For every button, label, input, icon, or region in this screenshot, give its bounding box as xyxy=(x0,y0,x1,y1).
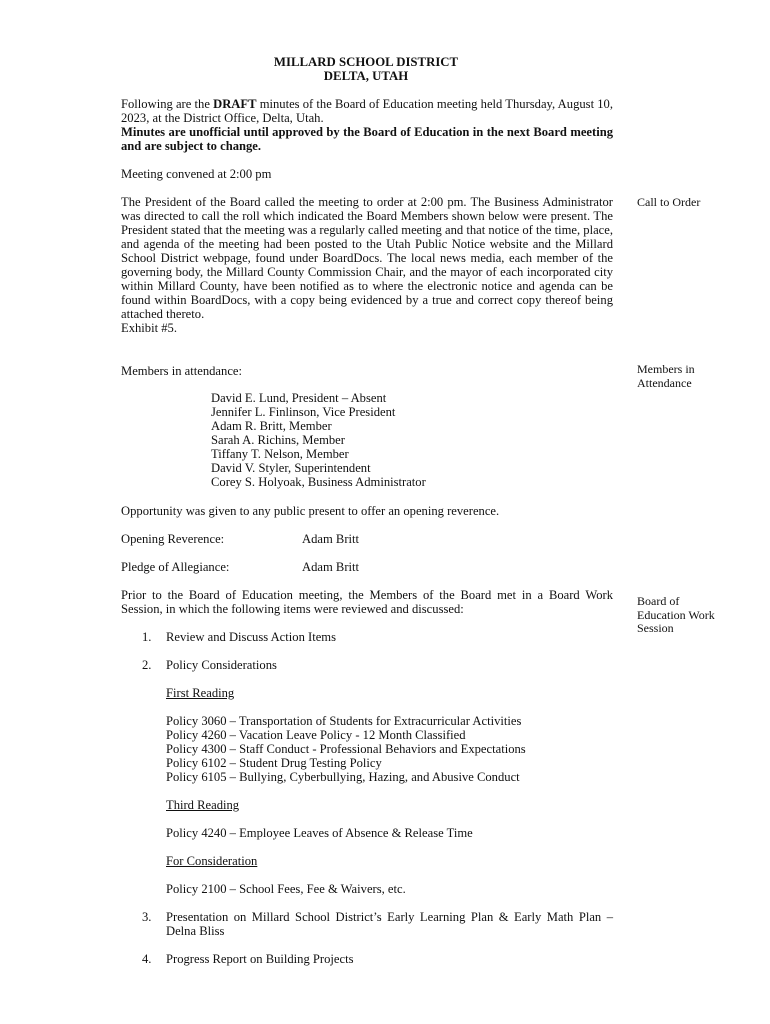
policy-item: Policy 6102 – Student Drug Testing Policy xyxy=(166,756,382,770)
attendance-label: Members in attendance: xyxy=(121,364,242,378)
members-list xyxy=(211,391,426,489)
agenda-item-3 xyxy=(142,910,613,938)
third-reading-heading: Third Reading xyxy=(166,798,240,812)
call-to-order-paragraph xyxy=(121,195,613,335)
intro-post: minutes of the Board of Education meeting held Thursday, August 10, 2023, at the District Office, Delta, Utah. xyxy=(121,97,613,125)
sidebar-call-to-order: Call to Order xyxy=(637,195,701,209)
opening-reverence-value: Adam Britt xyxy=(302,532,360,546)
document-header xyxy=(0,55,732,83)
agenda-item-number: 1. xyxy=(142,630,152,644)
policy-item: Policy 6105 – Bullying, Cyberbullying, Hazing, and Abusive Conduct xyxy=(166,770,520,784)
call-to-order-text: The President of the Board called the meeting to order at 2:00 pm. The Business Administrator was directed to call the roll which indicated the Board Members shown below were present. The President stated that the meeting was a regularly called meeting and that notice of the time, place, and agenda of the meeting had been posted to the Utah Public Notice website and the Millard School District webpage, found under BoardDocs. The local news media, each member of the governing body, the Millard County Commission Chair, and the mayor of each incorporated city within Millard County, have been notified as to where the electronic notice and agenda can be found within BoardDocs, with a copy being evidenced by a true and correct copy thereof being attached thereto. xyxy=(121,195,613,321)
agenda-item-1 xyxy=(142,630,336,644)
for-consideration-policy: Policy 2100 – School Fees, Fee & Waivers, etc. xyxy=(166,882,406,896)
agenda-item-text: Progress Report on Building Projects xyxy=(166,952,354,966)
unofficial-notice: Minutes are unofficial until approved by the Board of Education in the next Board meeting and are subject to change. xyxy=(121,125,613,153)
pledge-value: Adam Britt xyxy=(302,560,360,574)
policy-item: Policy 4260 – Vacation Leave Policy - 12 Month Classified xyxy=(166,728,466,742)
agenda-item-number: 4. xyxy=(142,952,152,966)
opening-reverence-label: Opening Reverence: xyxy=(121,532,225,546)
sidebar-members-line1: Members in xyxy=(637,362,695,376)
agenda-item-text: Presentation on Millard School District’s Early Learning Plan & Early Math Plan – Delna Bliss xyxy=(166,910,613,938)
policy-item: Policy 3060 – Transportation of Students for Extracurricular Activities xyxy=(166,714,522,728)
district-name: MILLARD SCHOOL DISTRICT xyxy=(273,55,459,69)
sidebar-work-line2: Education Work xyxy=(637,607,715,622)
member-item: Tiffany T. Nelson, Member xyxy=(211,447,349,461)
third-reading-policy: Policy 4240 – Employee Leaves of Absence & Release Time xyxy=(166,826,473,840)
member-item: Jennifer L. Finlinson, Vice President xyxy=(211,405,396,419)
member-item: Adam R. Britt, Member xyxy=(211,419,332,433)
pledge-label: Pledge of Allegiance: xyxy=(121,560,230,574)
sidebar-members-line2: Attendance xyxy=(637,375,692,390)
work-session-intro: Prior to the Board of Education meeting, the Members of the Board met in a Board Work Session, in which the following items were reviewed and discussed: xyxy=(121,588,613,616)
first-reading-heading: First Reading xyxy=(166,686,235,700)
pledge-row xyxy=(121,560,359,574)
sidebar-members-in-attendance xyxy=(637,363,747,390)
exhibit-reference: Exhibit #5. xyxy=(121,321,177,335)
opportunity-statement: Opportunity was given to any public present to offer an opening reverence. xyxy=(121,504,500,518)
opening-reverence-row xyxy=(121,532,359,546)
agenda-item-4 xyxy=(142,952,354,966)
sidebar-work-line1: Board of xyxy=(637,594,680,608)
intro-paragraph xyxy=(121,97,613,153)
agenda-item-text: Policy Considerations xyxy=(166,658,277,672)
agenda-item-number: 2. xyxy=(142,658,152,672)
member-item: David E. Lund, President – Absent xyxy=(211,391,387,405)
sidebar-work-session xyxy=(637,595,747,636)
district-location: DELTA, UTAH xyxy=(323,69,409,83)
intro-pre: Following are the xyxy=(121,97,214,111)
meeting-convened: Meeting convened at 2:00 pm xyxy=(121,167,272,181)
first-reading-policies xyxy=(166,714,613,784)
member-item: Corey S. Holyoak, Business Administrator xyxy=(211,475,426,489)
member-item: Sarah A. Richins, Member xyxy=(211,433,345,447)
sidebar-work-line3: Session xyxy=(637,621,674,636)
member-item: David V. Styler, Superintendent xyxy=(211,461,371,475)
agenda-item-2 xyxy=(142,658,277,672)
draft-label: DRAFT xyxy=(213,97,257,111)
for-consideration-heading: For Consideration xyxy=(166,854,258,868)
policy-item: Policy 4300 – Staff Conduct - Professional Behaviors and Expectations xyxy=(166,742,526,756)
agenda-item-text: Review and Discuss Action Items xyxy=(166,630,336,644)
agenda-item-number: 3. xyxy=(142,910,152,924)
